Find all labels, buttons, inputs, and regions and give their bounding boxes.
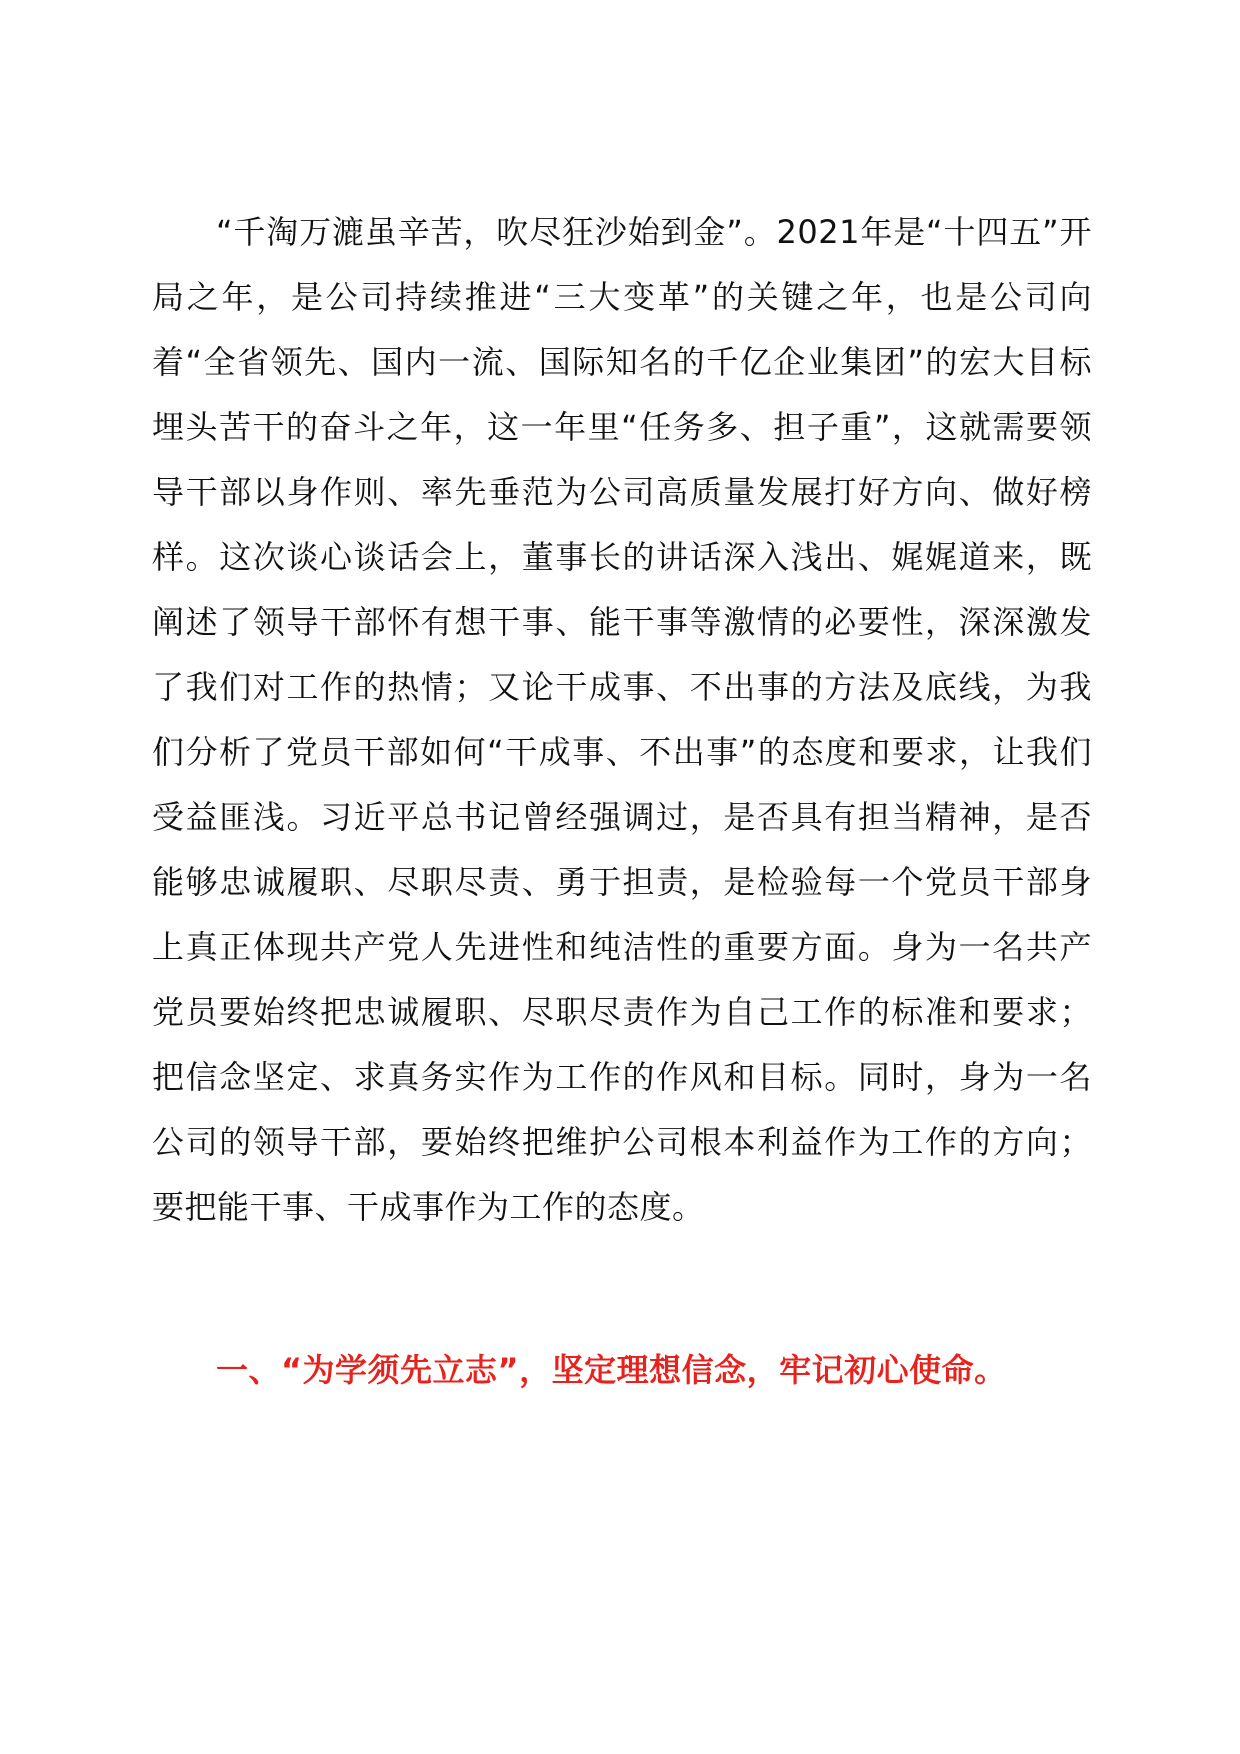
body-paragraph: “千淘万漉虽辛苦，吹尽狂沙始到金”。2021年是“十四五”开局之年，是公司持续推进“三大变革”的关键之年，也是公司向着“全省领先、国内一流、国际知名的千亿企业集团”的宏大目标埋头苦干的奋斗之年，这一年里“任务多、担子重”，这就需要领导干部以身作则、率先垂范为公司高质量发展打好方向、做好榜样。这次谈心谈话会上，董事长的讲话深入浅出、娓娓道来，既阐述了领导干部怀有想干事、能干事等激情的必要性，深深激发了我们对工作的热情；又论干成事、不出事的方法及底线，为我们分析了党员干部如何“干成事、不出事”的态度和要求，让我们受益匪浅。习近平总书记曾经强调过，是否具有担当精神，是否能够忠诚履职、尽职尽责、勇于担责，是检验每一个党员干部身上真正体现共产党人先进性和纯洁性的重要方面。身为一名共产党员要始终把忠诚履职、尽职尽责作为自己工作的标准和要求；把信念坚定、求真务实作为工作的作风和目标。同时，身为一名公司的领导干部，要始终把维护公司根本利益作为工作的方向；要把能干事、干成事作为工作的态度。 — [152, 213, 1092, 1226]
section-heading: 一、“为学须先立志”，坚定理想信念，牢记初心使命。 — [216, 1351, 1007, 1389]
